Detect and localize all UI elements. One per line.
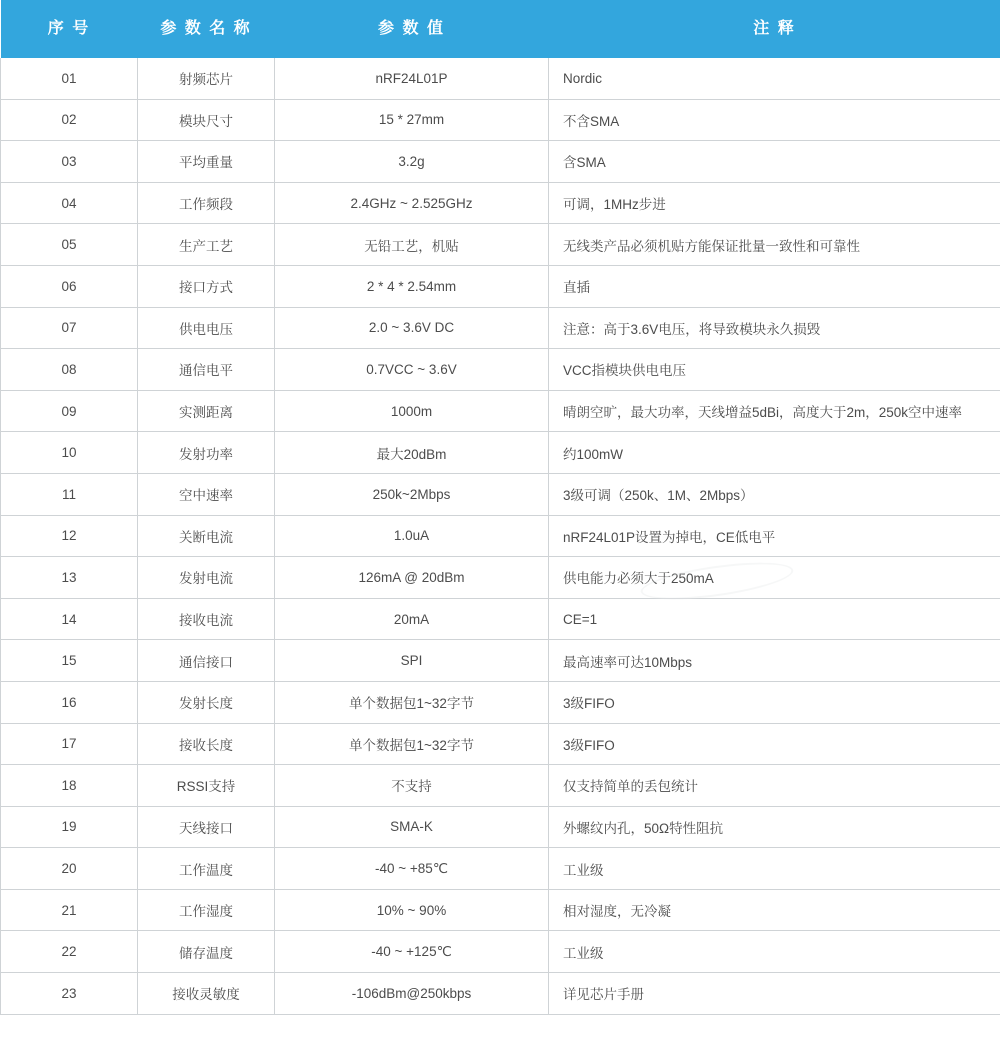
cell-parameter-value: 10% ~ 90% <box>275 889 549 931</box>
cell-parameter-value: 1.0uA <box>275 515 549 557</box>
cell-parameter-name: 射频芯片 <box>138 58 275 99</box>
cell-note: 工业级 <box>549 931 1000 973</box>
cell-parameter-name: 通信电平 <box>138 349 275 391</box>
cell-note: 不含SMA <box>549 99 1000 141</box>
cell-parameter-value: 0.7VCC ~ 3.6V <box>275 349 549 391</box>
cell-index: 11 <box>1 473 138 515</box>
cell-index: 03 <box>1 141 138 183</box>
cell-index: 10 <box>1 432 138 474</box>
table-row <box>1 224 1000 266</box>
table-row <box>1 390 1000 432</box>
table-body <box>1 58 1000 1014</box>
table-row <box>1 681 1000 723</box>
cell-parameter-name: 接收灵敏度 <box>138 973 275 1015</box>
cell-parameter-name: 发射长度 <box>138 681 275 723</box>
cell-parameter-name: 发射电流 <box>138 557 275 599</box>
cell-parameter-name: 工作频段 <box>138 182 275 224</box>
cell-parameter-value: 1000m <box>275 390 549 432</box>
table-row <box>1 99 1000 141</box>
cell-parameter-name: 供电电压 <box>138 307 275 349</box>
cell-parameter-value: 2 * 4 * 2.54mm <box>275 265 549 307</box>
cell-index: 06 <box>1 265 138 307</box>
cell-parameter-name: 通信接口 <box>138 640 275 682</box>
cell-parameter-value: 3.2g <box>275 141 549 183</box>
table-row <box>1 931 1000 973</box>
cell-parameter-value: SPI <box>275 640 549 682</box>
cell-note: CE=1 <box>549 598 1000 640</box>
cell-parameter-name: 空中速率 <box>138 473 275 515</box>
cell-parameter-name: 平均重量 <box>138 141 275 183</box>
column-header-note: 注 释 <box>549 0 1000 58</box>
table-row <box>1 307 1000 349</box>
cell-index: 05 <box>1 224 138 266</box>
cell-parameter-value: 最大20dBm <box>275 432 549 474</box>
cell-note: 3级可调（250k、1M、2Mbps） <box>549 473 1000 515</box>
cell-index: 16 <box>1 681 138 723</box>
cell-index: 12 <box>1 515 138 557</box>
cell-parameter-name: 发射功率 <box>138 432 275 474</box>
cell-index: 14 <box>1 598 138 640</box>
cell-note: 含SMA <box>549 141 1000 183</box>
cell-parameter-name: 实测距离 <box>138 390 275 432</box>
cell-note: 外螺纹内孔，50Ω特性阻抗 <box>549 806 1000 848</box>
table-row <box>1 432 1000 474</box>
cell-parameter-value: -40 ~ +85℃ <box>275 848 549 890</box>
cell-index: 02 <box>1 99 138 141</box>
table-row <box>1 58 1000 99</box>
cell-note: 工业级 <box>549 848 1000 890</box>
cell-note: 3级FIFO <box>549 681 1000 723</box>
cell-parameter-value: 2.4GHz ~ 2.525GHz <box>275 182 549 224</box>
table-row <box>1 723 1000 765</box>
cell-note: 晴朗空旷，最大功率，天线增益5dBi，高度大于2m，250k空中速率 <box>549 390 1000 432</box>
cell-parameter-value: 2.0 ~ 3.6V DC <box>275 307 549 349</box>
cell-parameter-name: 天线接口 <box>138 806 275 848</box>
cell-index: 20 <box>1 848 138 890</box>
cell-parameter-name: RSSI支持 <box>138 765 275 807</box>
table-row <box>1 973 1000 1015</box>
column-header-index: 序 号 <box>1 0 138 58</box>
table-row <box>1 598 1000 640</box>
cell-parameter-name: 接口方式 <box>138 265 275 307</box>
cell-index: 21 <box>1 889 138 931</box>
cell-parameter-value: 250k~2Mbps <box>275 473 549 515</box>
cell-parameter-value: -40 ~ +125℃ <box>275 931 549 973</box>
table-row <box>1 889 1000 931</box>
table-header <box>1 0 1000 58</box>
cell-parameter-name: 工作温度 <box>138 848 275 890</box>
cell-note: 最高速率可达10Mbps <box>549 640 1000 682</box>
cell-index: 15 <box>1 640 138 682</box>
table-row <box>1 141 1000 183</box>
table-row <box>1 848 1000 890</box>
table-row <box>1 640 1000 682</box>
cell-note: 相对湿度，无冷凝 <box>549 889 1000 931</box>
cell-index: 23 <box>1 973 138 1015</box>
table-row <box>1 349 1000 391</box>
cell-parameter-value: 无铅工艺，机贴 <box>275 224 549 266</box>
cell-note: 无线类产品必须机贴方能保证批量一致性和可靠性 <box>549 224 1000 266</box>
column-header-value: 参 数 值 <box>275 0 549 58</box>
table-row <box>1 265 1000 307</box>
cell-index: 08 <box>1 349 138 391</box>
table-row <box>1 806 1000 848</box>
cell-note: 3级FIFO <box>549 723 1000 765</box>
cell-note: 直插 <box>549 265 1000 307</box>
cell-note: nRF24L01P设置为掉电，CE低电平 <box>549 515 1000 557</box>
table-row <box>1 182 1000 224</box>
cell-index: 01 <box>1 58 138 99</box>
cell-note: 供电能力必须大于250mA <box>549 557 1000 599</box>
cell-parameter-name: 模块尺寸 <box>138 99 275 141</box>
cell-note: 可调，1MHz步进 <box>549 182 1000 224</box>
cell-parameter-value: nRF24L01P <box>275 58 549 99</box>
cell-index: 17 <box>1 723 138 765</box>
cell-parameter-value: 20mA <box>275 598 549 640</box>
cell-index: 13 <box>1 557 138 599</box>
cell-parameter-value: 单个数据包1~32字节 <box>275 681 549 723</box>
cell-note: Nordic <box>549 58 1000 99</box>
cell-note: 详见芯片手册 <box>549 973 1000 1015</box>
cell-parameter-name: 关断电流 <box>138 515 275 557</box>
table-row <box>1 557 1000 599</box>
cell-parameter-name: 接收长度 <box>138 723 275 765</box>
cell-parameter-name: 工作湿度 <box>138 889 275 931</box>
cell-parameter-name: 储存温度 <box>138 931 275 973</box>
column-header-name: 参 数 名 称 <box>138 0 275 58</box>
cell-parameter-name: 接收电流 <box>138 598 275 640</box>
cell-note: 仅支持简单的丢包统计 <box>549 765 1000 807</box>
cell-parameter-value: 126mA @ 20dBm <box>275 557 549 599</box>
cell-index: 18 <box>1 765 138 807</box>
cell-index: 04 <box>1 182 138 224</box>
cell-index: 09 <box>1 390 138 432</box>
table-row <box>1 515 1000 557</box>
cell-parameter-value: 不支持 <box>275 765 549 807</box>
cell-index: 19 <box>1 806 138 848</box>
cell-parameter-value: SMA-K <box>275 806 549 848</box>
cell-parameter-name: 生产工艺 <box>138 224 275 266</box>
table-row <box>1 765 1000 807</box>
cell-parameter-value: 单个数据包1~32字节 <box>275 723 549 765</box>
cell-parameter-value: -106dBm@250kbps <box>275 973 549 1015</box>
cell-note: VCC指模块供电电压 <box>549 349 1000 391</box>
cell-index: 07 <box>1 307 138 349</box>
cell-index: 22 <box>1 931 138 973</box>
table-row <box>1 473 1000 515</box>
header-row <box>1 0 1000 58</box>
cell-note: 注意：高于3.6V电压，将导致模块永久损毁 <box>549 307 1000 349</box>
cell-note: 约100mW <box>549 432 1000 474</box>
cell-parameter-value: 15 * 27mm <box>275 99 549 141</box>
